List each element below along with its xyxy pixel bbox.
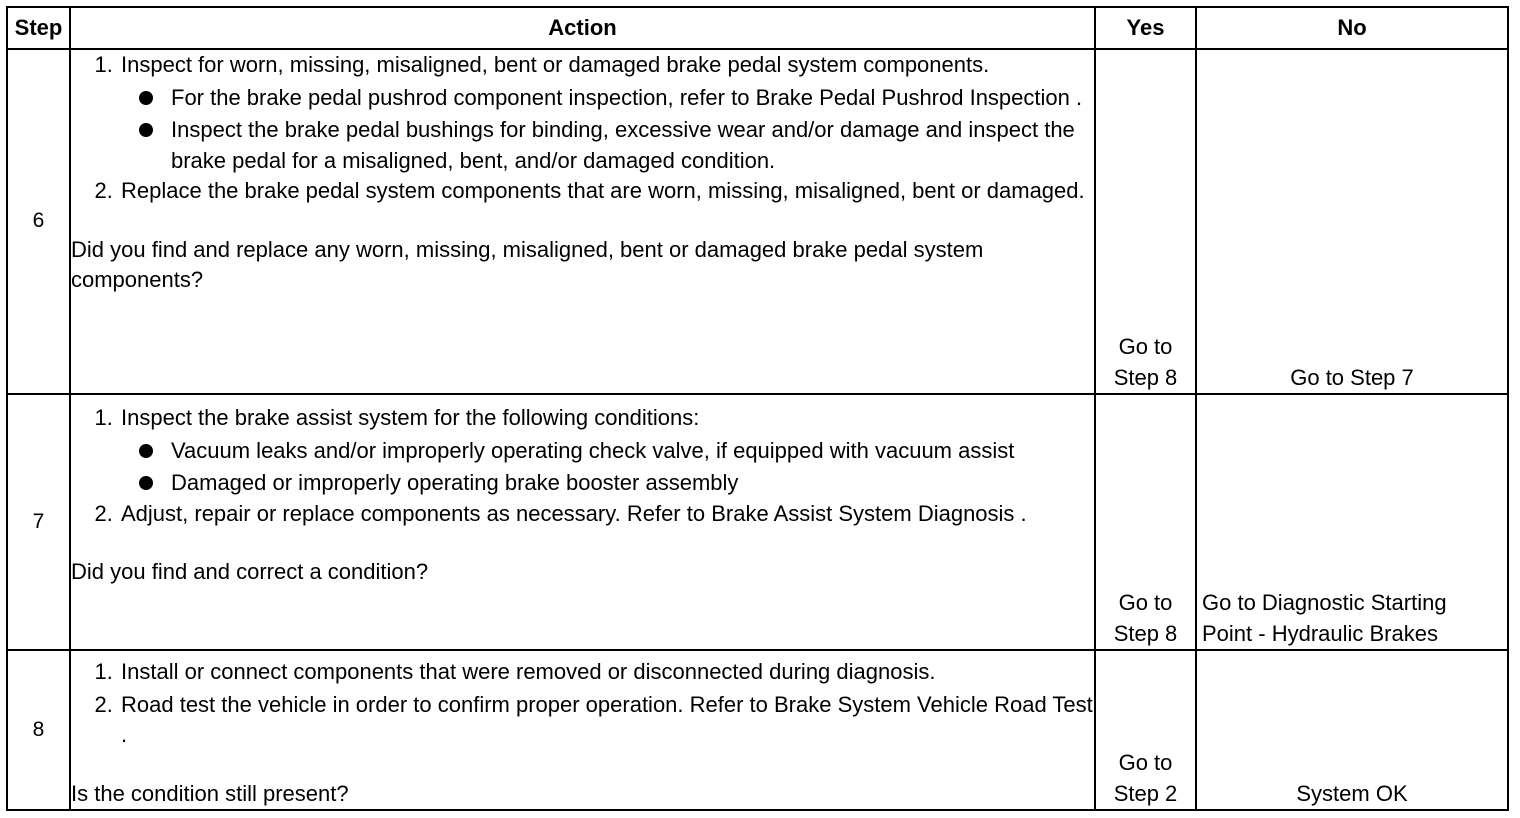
bullet-item bbox=[171, 115, 1094, 176]
bullet-text: Inspect the brake pedal bushings for binding, excessive wear and/or damage and inspect the brake pedal for a misaligned, bent, and/or damaged condition. bbox=[171, 117, 1075, 173]
action-steps bbox=[71, 50, 1094, 207]
header-yes: Yes bbox=[1095, 7, 1196, 49]
action-step bbox=[119, 176, 1094, 207]
no-cell bbox=[1196, 650, 1508, 810]
yes-cell bbox=[1095, 650, 1196, 810]
step-number: 8 bbox=[7, 650, 70, 810]
no-cell bbox=[1196, 49, 1508, 394]
bullet-icon bbox=[139, 444, 153, 458]
no-line: System OK bbox=[1296, 780, 1408, 806]
action-step-text: Inspect for worn, missing, misaligned, bent or damaged brake pedal system components. bbox=[121, 52, 990, 77]
yes-line: Go to bbox=[1118, 750, 1173, 775]
bullet-icon bbox=[139, 123, 153, 137]
question-text: Is the condition still present? bbox=[71, 780, 349, 806]
header-no: No bbox=[1196, 7, 1508, 49]
yes-line: Step 8 bbox=[1113, 620, 1178, 646]
header-step: Step bbox=[7, 7, 70, 49]
bullet-text: For the brake pedal pushrod component inspection, refer to Brake Pedal Pushrod Inspection . bbox=[171, 84, 1083, 110]
action-step bbox=[119, 50, 1094, 176]
bullet-item bbox=[171, 436, 1094, 467]
yes-line: Step 8 bbox=[1113, 364, 1178, 390]
table-row-step-8 bbox=[7, 650, 1508, 810]
action-step bbox=[119, 657, 1094, 688]
yes-cell bbox=[1095, 49, 1196, 394]
bullet-text: Damaged or improperly operating brake booster assembly bbox=[171, 470, 739, 495]
action-cell bbox=[70, 49, 1095, 394]
no-line: Point - Hydraulic Brakes bbox=[1202, 620, 1438, 646]
table-row-step-7 bbox=[7, 394, 1508, 650]
action-cell bbox=[70, 394, 1095, 650]
bullet-item bbox=[171, 468, 1094, 499]
no-cell bbox=[1196, 394, 1508, 650]
bullet-text: Vacuum leaks and/or improperly operating check valve, if equipped with vacuum assist bbox=[171, 437, 1015, 463]
action-steps bbox=[71, 657, 1094, 751]
action-step bbox=[119, 690, 1094, 751]
action-step-text: Road test the vehicle in order to confirm proper operation. Refer to Brake System Vehicle Road Test . bbox=[121, 691, 1093, 747]
action-step-text: Adjust, repair or replace components as necessary. Refer to Brake Assist System Diagnosis . bbox=[121, 500, 1027, 526]
yes-cell bbox=[1095, 394, 1196, 650]
action-bullets bbox=[121, 83, 1094, 177]
action-steps bbox=[71, 403, 1094, 529]
step-number: 6 bbox=[7, 49, 70, 394]
header-action: Action bbox=[70, 7, 1095, 49]
action-step-text: Install or connect components that were removed or disconnected during diagnosis. bbox=[121, 659, 936, 684]
header-row bbox=[7, 7, 1508, 49]
step-number: 7 bbox=[7, 394, 70, 650]
action-step-text: Inspect the brake assist system for the following conditions: bbox=[121, 405, 700, 430]
diagnostic-table bbox=[6, 6, 1509, 811]
no-line: Go to Diagnostic Starting bbox=[1202, 590, 1447, 615]
question-text: Did you find and correct a condition? bbox=[71, 559, 429, 584]
no-line: Go to Step 7 bbox=[1290, 364, 1414, 390]
action-step bbox=[119, 403, 1094, 499]
table-row-step-6 bbox=[7, 49, 1508, 394]
bullet-icon bbox=[139, 476, 153, 490]
question-text: Did you find and replace any worn, missing, misaligned, bent or damaged brake pedal system components? bbox=[71, 236, 984, 292]
yes-line: Go to bbox=[1118, 590, 1173, 615]
action-step bbox=[119, 499, 1094, 530]
yes-line: Step 2 bbox=[1113, 780, 1178, 806]
action-bullets bbox=[121, 436, 1094, 499]
yes-line: Go to bbox=[1118, 334, 1173, 359]
bullet-item bbox=[171, 83, 1094, 114]
action-step-text: Replace the brake pedal system components that are worn, missing, misaligned, bent or damaged. bbox=[121, 178, 1085, 203]
bullet-icon bbox=[139, 91, 153, 105]
action-cell bbox=[70, 650, 1095, 810]
